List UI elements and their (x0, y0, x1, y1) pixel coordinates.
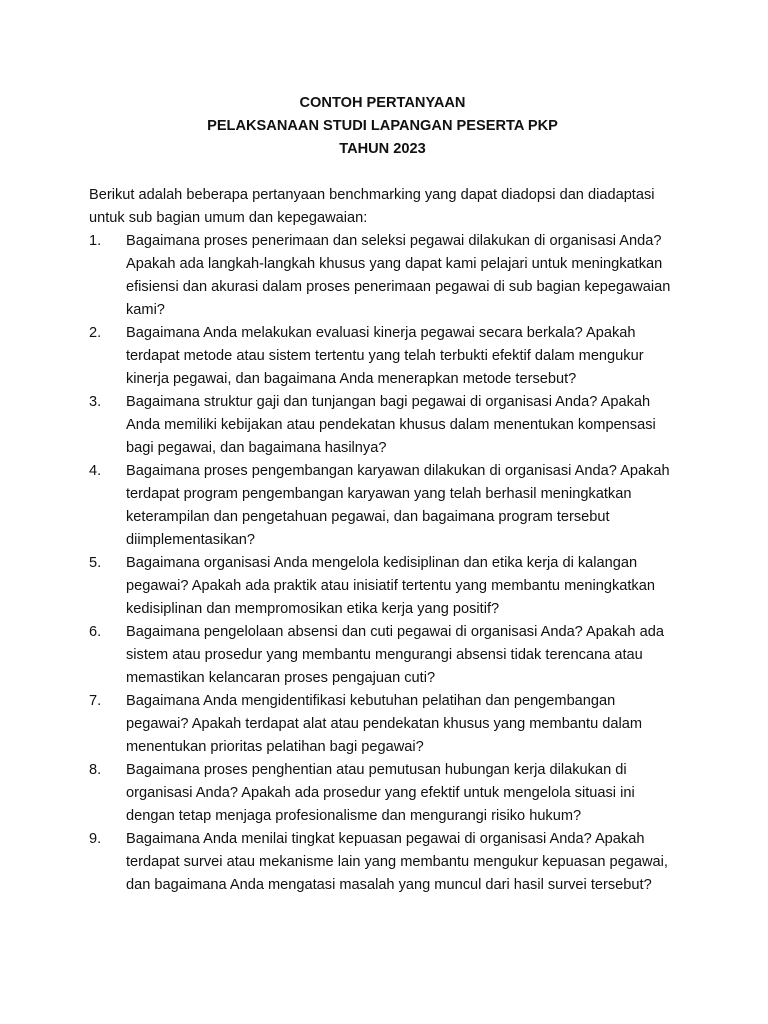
question-text: Bagaimana struktur gaji dan tunjangan bagi pegawai di organisasi Anda? Apakah Anda memiliki kebijakan atau pendekatan khusus dalam menentukan kompensasi bagi pegawai, dan bagaimana hasilnya? (126, 394, 656, 456)
question-number: 2. (89, 325, 102, 341)
question-text: Bagaimana pengelolaan absensi dan cuti pegawai di organisasi Anda? Apakah ada sistem atau prosedur yang membantu mengurangi absensi tidak terencana atau memastikan kelancaran proses pengajuan cuti? (126, 624, 664, 686)
question-number: 9. (89, 831, 102, 847)
question-text: Bagaimana proses penghentian atau pemutusan hubungan kerja dilakukan di organisasi Anda? Apakah ada prosedur yang efektif untuk mengelola situasi ini dengan tetap menjaga profesionalisme dan mengurangi risiko hukum? (126, 762, 635, 824)
question-item (89, 621, 680, 690)
question-number: 5. (89, 555, 102, 571)
question-item (89, 690, 680, 759)
question-item (89, 828, 680, 897)
question-number: 6. (89, 624, 102, 640)
question-text: Bagaimana proses penerimaan dan seleksi pegawai dilakukan di organisasi Anda? Apakah ada langkah-langkah khusus yang dapat kami pelajari untuk meningkatkan efisiensi dan akurasi dalam proses penerimaan pegawai di sub bagian kepegawaian kami? (126, 233, 671, 318)
document-title (89, 92, 676, 161)
intro-paragraph: Berikut adalah beberapa pertanyaan benchmarking yang dapat diadopsi dan diadaptasi untuk sub bagian umum dan kepegawaian: (89, 187, 655, 226)
question-item (89, 230, 680, 322)
title-line-2: PELAKSANAAN STUDI LAPANGAN PESERTA PKP (207, 118, 558, 134)
question-number: 7. (89, 693, 102, 709)
question-text: Bagaimana Anda melakukan evaluasi kinerja pegawai secara berkala? Apakah terdapat metode atau sistem tertentu yang telah terbukti efektif dalam mengukur kinerja pegawai, dan bagaimana Anda menerapkan metode tersebut? (126, 325, 644, 387)
question-number: 8. (89, 762, 102, 778)
question-text: Bagaimana Anda mengidentifikasi kebutuhan pelatihan dan pengembangan pegawai? Apakah terdapat alat atau pendekatan khusus yang membantu dalam menentukan prioritas pelatihan bagi pegawai? (126, 693, 643, 755)
question-number: 4. (89, 463, 102, 479)
question-number: 3. (89, 394, 102, 410)
question-item (89, 759, 680, 828)
question-text: Bagaimana organisasi Anda mengelola kedisiplinan dan etika kerja di kalangan pegawai? Apakah ada praktik atau inisiatif tertentu yang membantu meningkatkan kedisiplinan dan mempromosikan etika kerja yang positif? (126, 555, 655, 617)
title-line-1: CONTOH PERTANYAAN (299, 95, 466, 111)
question-item (89, 391, 680, 460)
question-item (89, 552, 680, 621)
question-number: 1. (89, 233, 102, 249)
question-item (89, 460, 680, 552)
question-item (89, 322, 680, 391)
question-list (89, 230, 680, 897)
question-text: Bagaimana proses pengembangan karyawan dilakukan di organisasi Anda? Apakah terdapat program pengembangan karyawan yang telah berhasil meningkatkan keterampilan dan pengetahuan pegawai, dan bagaimana program tersebut diimplementasikan? (126, 463, 670, 548)
title-line-3: TAHUN 2023 (339, 141, 426, 157)
question-text: Bagaimana Anda menilai tingkat kepuasan pegawai di organisasi Anda? Apakah terdapat survei atau mekanisme lain yang membantu mengukur kepuasan pegawai, dan bagaimana Anda mengatasi masalah yang muncul dari hasil survei tersebut? (126, 831, 668, 893)
